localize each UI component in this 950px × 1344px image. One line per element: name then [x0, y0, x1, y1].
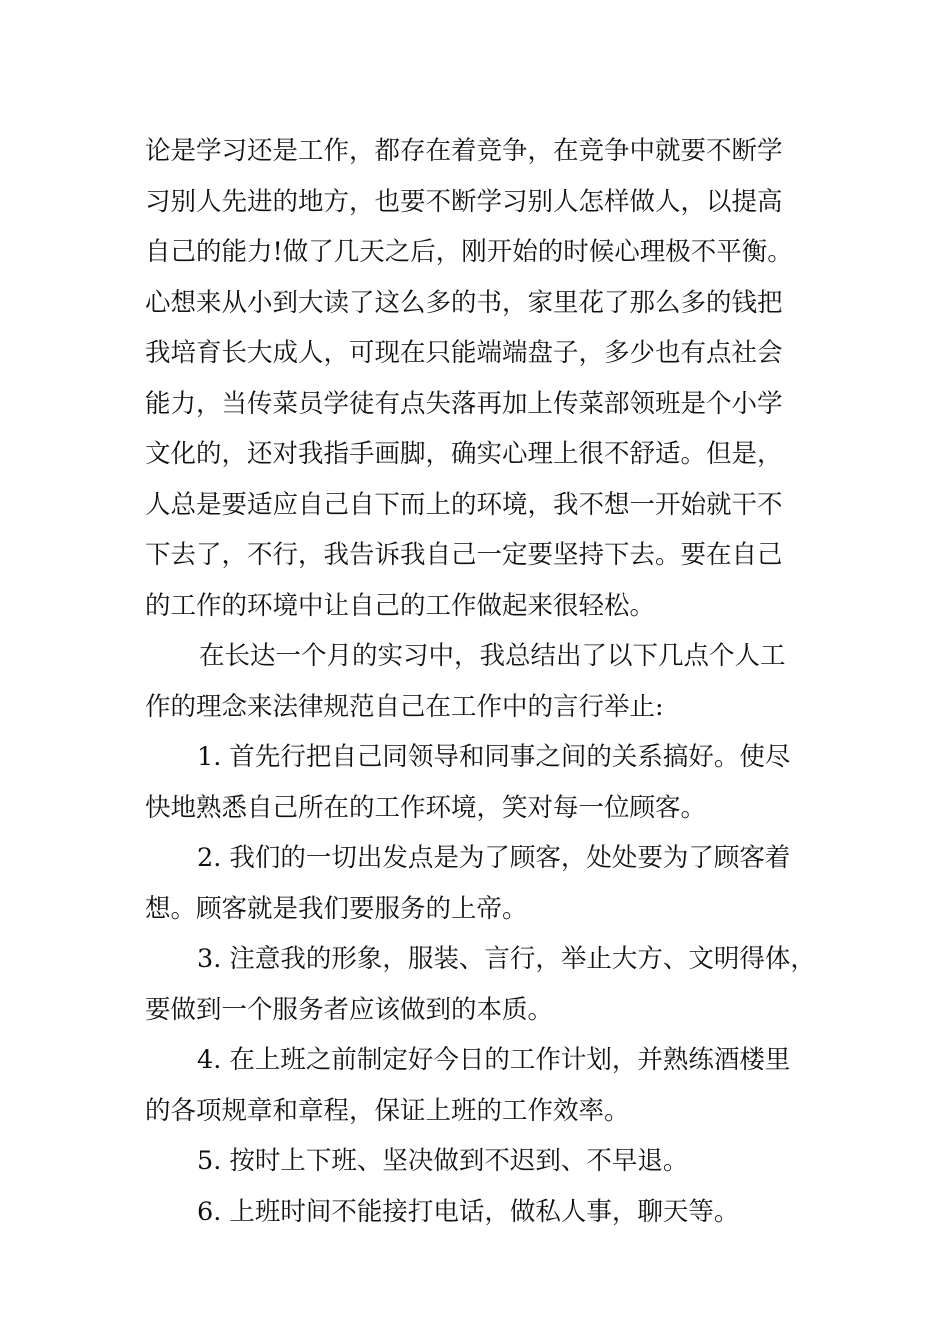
text-line: 2. 我们的一切出发点是为了顾客，处处要为了顾客着	[197, 843, 791, 873]
paragraph-continuation	[145, 126, 825, 631]
paragraph-intro	[145, 631, 825, 732]
list-item-5	[145, 1136, 825, 1187]
text-line: 下去了，不行，我告诉我自己一定要坚持下去。要在自己	[145, 540, 783, 570]
text-line: 快地熟悉自己所在的工作环境，笑对每一位顾客。	[145, 792, 707, 823]
list-item-3	[145, 934, 825, 1035]
text-line: 论是学习还是工作，都存在着竞争，在竞争中就要不断学	[145, 136, 783, 166]
text-line: 5. 按时上下班、坚决做到不迟到、不早退。	[197, 1146, 689, 1176]
text-line: 人总是要适应自己自下而上的环境，我不想一开始就干不	[145, 489, 783, 520]
text-line: 能力，当传菜员学徒有点失落再加上传菜部领班是个小学	[145, 388, 783, 419]
text-line: 自己的能力!做了几天之后，刚开始的时候心理极不平衡。	[145, 237, 793, 267]
text-line: 4. 在上班之前制定好今日的工作计划，并熟练酒楼里	[197, 1045, 791, 1075]
list-item-6	[145, 1187, 825, 1238]
list-item-2	[145, 833, 825, 934]
text-line: 6. 上班时间不能接打电话，做私人事，聊天等。	[197, 1196, 740, 1227]
text-line: 的各项规章和章程，保证上班的工作效率。	[145, 1095, 630, 1126]
text-line: 的工作的环境中让自己的工作做起来很轻松。	[145, 590, 656, 621]
text-line: 3. 注意我的形象，服装、言行，举止大方、文明得体，	[197, 944, 816, 974]
document-body	[145, 126, 825, 1237]
text-line: 文化的，还对我指手画脚，确实心理上很不舒适。但是，	[145, 439, 783, 469]
text-line: 要做到一个服务者应该做到的本质。	[145, 994, 554, 1025]
text-line: 1. 首先行把自己同领导和同事之间的关系搞好。使尽	[197, 742, 791, 772]
text-line: 心想来从小到大读了这么多的书，家里花了那么多的钱把	[145, 287, 783, 318]
text-line: 作的理念来法律规范自己在工作中的言行举止:	[145, 691, 664, 722]
list-item-1	[145, 732, 825, 833]
text-line: 我培育长大成人，可现在只能端端盘子，多少也有点社会	[145, 338, 783, 368]
text-line: 习别人先进的地方，也要不断学习别人怎样做人，以提高	[145, 186, 783, 217]
text-line: 在长达一个月的实习中，我总结出了以下几点个人工	[199, 641, 786, 671]
text-line: 想。顾客就是我们要服务的上帝。	[145, 893, 528, 924]
list-item-4	[145, 1035, 825, 1136]
